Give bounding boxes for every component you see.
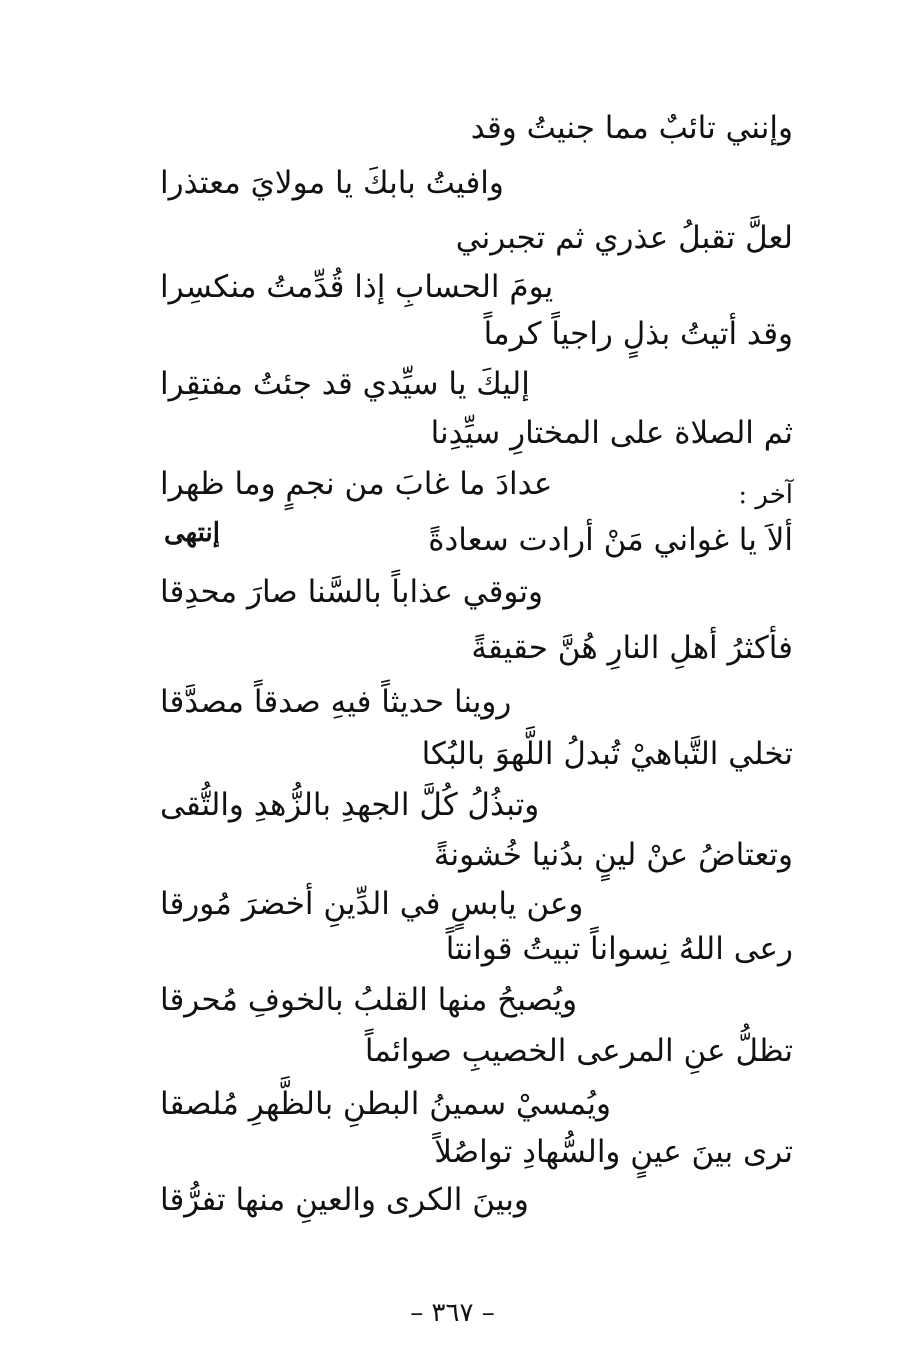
verse-line: فأكثرُ أهلِ النارِ هُنَّ حقيقةً (471, 630, 793, 666)
page-number: – ٣٦٧ – (410, 1298, 495, 1328)
verse-line: ألاَ يا غواني مَنْ أرادت سعادةً (428, 522, 793, 558)
section-label: آخر : (738, 480, 793, 510)
verse-line: وتعتاضُ عنْ لينٍ بدُنيا خُشونةً (433, 837, 793, 873)
verse-line: عدادَ ما غابَ من نجمٍ وما ظهرا (160, 466, 553, 502)
verse-line: وإنني تائبٌ مما جنيتُ وقد (470, 110, 793, 146)
verse-line: وعن يابسٍ في الدِّينِ أخضرَ مُورقا (160, 886, 584, 922)
end-label: إنتهى (164, 518, 220, 548)
verse-line: تظلُّ عنِ المرعى الخصيبِ صوائماً (364, 1033, 793, 1069)
verse-line: ويُصبحُ منها القلبُ بالخوفِ مُحرقا (160, 982, 578, 1018)
verse-line: إليكَ يا سيِّدي قد جئتُ مفتقِرا (160, 366, 530, 402)
verse-line: يومَ الحسابِ إذا قُدِّمتُ منكسِرا (160, 269, 554, 305)
verse-line: وبينَ الكرى والعينِ منها تفرُّقا (160, 1182, 529, 1218)
verse-line: روينا حديثاً فيهِ صدقاً مصدَّقا (160, 684, 512, 720)
verse-line: ثم الصلاة على المختارِ سيِّدِنا (430, 415, 793, 451)
verse-line: ترى بينَ عينٍ والسُّهادِ تواصُلاً (434, 1134, 793, 1170)
verse-line: ويُمسيْ سمينُ البطنِ بالظَّهرِ مُلصقا (160, 1086, 611, 1122)
verse-line: وتبذُلُ كُلَّ الجهدِ بالزُّهدِ والتُّقى (160, 787, 540, 823)
verse-line: وافيتُ بابكَ يا مولايَ معتذرا (160, 165, 504, 201)
verse-line: لعلَّ تقبلُ عذري ثم تجبرني (455, 220, 793, 256)
verse-line: وقد أتيتُ بذلٍ راجياً كرماً (483, 316, 793, 352)
verse-line: وتوقي عذاباً بالسَّنا صارَ محدِقا (160, 574, 544, 610)
verse-line: تخلي التَّباهيْ تُبدلُ اللَّهوَ بالبُكا (421, 736, 793, 772)
verse-line: رعى اللهُ نِسواناً تبيتُ قوانتاً (445, 931, 793, 967)
